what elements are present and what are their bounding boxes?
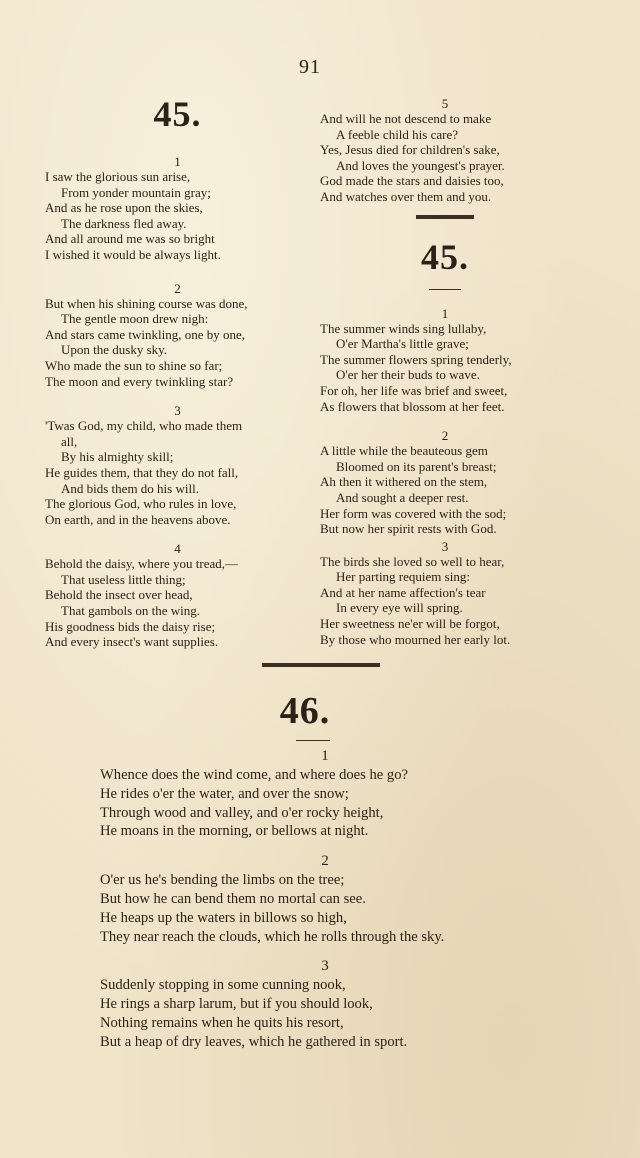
verse-number: 3	[174, 403, 181, 419]
verse-line: By those who mourned her early lot.	[320, 631, 511, 647]
verse-line: Bloomed on its parent's breast;	[336, 458, 497, 474]
bottom-section	[100, 746, 550, 1052]
verse-line: And loves the youngest's prayer.	[336, 157, 505, 173]
verse-line: He moans in the morning, or bellows at night.	[100, 823, 369, 840]
verse-line: As flowers that blossom at her feet.	[320, 398, 505, 414]
section-divider	[416, 215, 474, 219]
verse-line: And at her name affection's tear	[320, 584, 486, 600]
verse-line: They near reach the clouds, which he rolls through the sky.	[100, 928, 445, 945]
verse-line: But when his shining course was done,	[45, 295, 248, 311]
verse-number: 2	[321, 853, 329, 870]
verse-line: Behold the insect over head,	[45, 587, 193, 603]
verse-line: He heaps up the waters in billows so high,	[100, 909, 347, 926]
verse-number: 1	[321, 748, 329, 764]
verse-line: The moon and every twinkling star?	[45, 373, 234, 389]
verse-line: The summer flowers spring tenderly,	[320, 351, 512, 367]
verse-line: Who made the sun to shine so far;	[45, 357, 223, 373]
verse	[100, 956, 550, 1051]
verse-line: Ah then it withered on the stem,	[320, 474, 488, 490]
verse-line: Yes, Jesus died for children's sake,	[320, 142, 500, 158]
left-column	[45, 96, 310, 650]
verse-line: His goodness bids the daisy rise;	[45, 618, 216, 634]
verse	[320, 306, 570, 415]
verse-line: Her sweetness ne'er will be forgot,	[320, 616, 500, 632]
verse-line: For oh, her life was brief and sweet,	[320, 382, 508, 398]
verse-line: I wished it would be always light.	[45, 246, 221, 262]
verse-line: Whence does the wind come, and where does he go?	[100, 767, 408, 783]
verse-line: In every eye will spring.	[336, 600, 463, 616]
verse-line: all,	[61, 433, 78, 449]
verse-line: Nothing remains when he quits his resort,	[100, 1014, 344, 1031]
verse	[45, 403, 310, 527]
verse-line: Suddenly stopping in some cunning nook,	[100, 977, 346, 994]
verse-line: The glorious God, who rules in love,	[45, 496, 237, 512]
verse-line: But how he can bend them no mortal can see.	[100, 890, 366, 907]
verse-line: O'er Martha's little grave;	[336, 336, 469, 352]
verse	[100, 746, 550, 841]
verse-line: That gambols on the wing.	[61, 603, 201, 619]
verse-line: And all around me was so bright	[45, 231, 215, 247]
verse-line: I saw the glorious sun arise,	[45, 169, 191, 184]
verse-line: And sought a deeper rest.	[336, 489, 469, 505]
verse	[100, 851, 550, 946]
verse-line: He rides o'er the water, and over the snow;	[100, 785, 349, 802]
verse-line: He rings a sharp larum, but if you should look,	[100, 996, 373, 1013]
verse-line: From yonder mountain gray;	[61, 184, 211, 200]
verse	[45, 154, 310, 263]
verse-line: The gentle moon drew nigh:	[61, 311, 209, 327]
verse-line: Upon the dusky sky.	[61, 342, 168, 358]
verse-number: 2	[441, 428, 449, 444]
verse-line: On earth, and in the heavens above.	[45, 511, 231, 527]
verse	[320, 428, 570, 537]
verse-line: Her parting requiem sing:	[336, 569, 470, 585]
right-column	[320, 96, 570, 647]
verse-number: 4	[174, 541, 181, 557]
hymn-number: 45.	[153, 94, 202, 134]
verse-line: And as he rose upon the skies,	[45, 200, 203, 216]
verse-line: The darkness fled away.	[61, 215, 187, 231]
verse-line: But now her spirit rests with God.	[320, 521, 497, 537]
verse-line: Her form was covered with the sod;	[320, 505, 507, 521]
verse-number: 2	[174, 280, 181, 296]
verse-line: And stars came twinkling, one by one,	[45, 326, 246, 342]
verse-line: God made the stars and daisies too,	[320, 173, 504, 189]
verse-line: That useless little thing;	[61, 571, 186, 587]
hymn-number: 46.	[279, 690, 331, 732]
verse-line: But a heap of dry leaves, which he gathered in sport.	[100, 1033, 408, 1050]
verse-line: And bids them do his will.	[61, 480, 199, 496]
page-number: 91	[299, 56, 321, 78]
verse-line: He guides them, that they do not fall,	[45, 464, 239, 480]
divider	[296, 740, 330, 741]
verse-line: A feeble child his care?	[336, 126, 458, 142]
verse-line: A little while the beauteous gem	[320, 443, 488, 459]
verse-line: And watches over them and you.	[320, 188, 492, 204]
verse-line: Through wood and valley, and o'er rocky height,	[100, 804, 384, 821]
verse	[45, 541, 310, 650]
verse-line: O'er her their buds to wave.	[336, 367, 480, 383]
verse-line: O'er us he's bending the limbs on the tree;	[100, 872, 345, 889]
verse-line: The birds she loved so well to hear,	[320, 553, 505, 569]
verse-number: 5	[441, 96, 449, 111]
divider	[429, 289, 461, 290]
verse-number: 1	[441, 305, 449, 321]
verse-number: 3	[321, 958, 329, 975]
verse-line: And will he not descend to make	[320, 111, 492, 126]
verse-number: 3	[441, 538, 449, 554]
verse-line: And every insect's want supplies.	[45, 634, 219, 650]
continued-verse	[320, 96, 570, 205]
section-divider	[262, 663, 380, 667]
verse	[45, 281, 310, 390]
verse-line: 'Twas God, my child, who made them	[45, 418, 243, 434]
verse-line: The summer winds sing lullaby,	[320, 320, 487, 336]
verse-line: Behold the daisy, where you tread,—	[45, 556, 239, 572]
verse	[320, 539, 570, 648]
hymn-number: 45.	[421, 236, 469, 277]
verse-number: 1	[174, 154, 181, 169]
verse-line: By his almighty skill;	[61, 449, 174, 465]
